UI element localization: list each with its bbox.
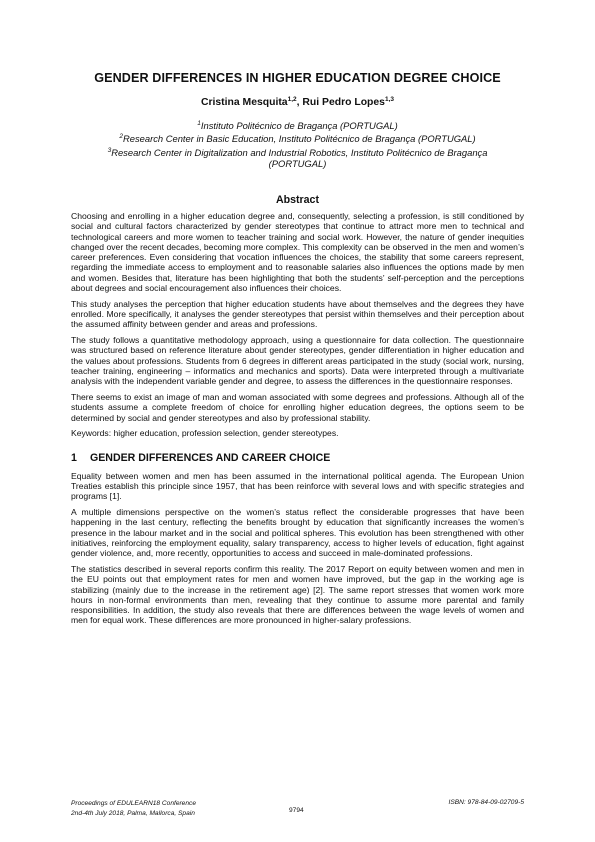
section-heading xyxy=(71,453,524,463)
section-title: GENDER DIFFERENCES AND CAREER CHOICE xyxy=(90,451,331,464)
keywords: Keywords: higher education, profession selection, gender stereotypes. xyxy=(71,428,339,439)
affiliation-text: Instituto Politécnico de Bragança (PORTUGAL) xyxy=(200,120,398,131)
affiliation-text: Research Center in Digitalization and Industrial Robotics, Instituto Politécnico de Bragança xyxy=(111,146,488,158)
affiliation-marker: 3 xyxy=(107,146,112,154)
abstract-paragraph: This study analyses the perception that higher education students have about themselves and the degrees they have enrolled. More specifically, it analyses the gender stereotypes that persist within themselves and their perception about the assumed affinity between gender and areas and professions. xyxy=(71,298,524,330)
footer-dates: 2nd-4th July 2018, Palma, Mallorca, Spain xyxy=(71,809,195,817)
affiliation-text: Research Center in Basic Education, Instituto Politécnico de Bragança (PORTUGAL) xyxy=(123,133,476,145)
footer-proceedings xyxy=(71,799,196,818)
author-name: Cristina Mesquita xyxy=(200,97,288,108)
author-name: Rui Pedro Lopes xyxy=(302,97,385,108)
abstract-paragraph: There seems to exist an image of man and woman associated with some degrees and professions. Although all of the students assume a complete freedom of choice for enrolling higher education degrees, the options seem to be determined by social and gender stereotypes and also by professional stability. xyxy=(71,391,524,423)
page-number: 9794 xyxy=(289,807,304,814)
author-list xyxy=(71,96,524,108)
affiliation-list xyxy=(71,118,524,169)
affiliation-marker: 2 xyxy=(119,133,123,141)
author-affiliation-marker: 1,3 xyxy=(384,96,395,103)
section-paragraph: A multiple dimensions perspective on the women’s status reflect the considerable progresses that have been happening in the last century, reflecting the benefits brought by education that significantly increases the women’s presence in the labour market and in the social and political spheres. This evolution has been strengthened with other initiatives, reinforcing the employment equality, salary transparency, access to higher levels of education, fight against gender violence, and, more recently, opportunities to access and succeed in male-dominated professions. xyxy=(71,507,524,559)
abstract-heading: Abstract xyxy=(276,194,319,206)
abstract-paragraph: Choosing and enrolling in a higher education degree and, consequently, selecting a profession, is still conditioned by social and cultural factors characterized by gender stereotypes that continue to attract more men to technical and technological careers and more women to teacher training and social work. However, the nature of gender inequities changed over the recent decades, becoming more complex. This complexity can be observed in the men and women’s career preferences. Even considering that vocation influences the choices, the stability that some careers represent, regarding the immediate access to employment and to reasonable salaries also influences the options made by men and women. Besides that, literature has been highlighting that both the students’ self-perception and the perceptions about degrees and social encouragement also influences their choices. xyxy=(71,211,524,294)
author-affiliation-marker: 1,2 xyxy=(287,96,297,103)
affiliation-text: (PORTUGAL) xyxy=(268,157,327,169)
affiliation xyxy=(71,145,524,158)
author-separator: , xyxy=(296,97,303,108)
affiliation xyxy=(71,131,524,144)
affiliation xyxy=(71,158,524,169)
abstract-paragraph: The study follows a quantitative methodology approach, using a questionnaire for data collection. The questionnaire was structured based on reference literature about gender stereotypes, gender differentiation in higher education and the values about professions. Students from 6 degrees in different areas participated in the study (social work, nursing, teacher training, engineering – informatics and mechanics and sports). Data were interpreted through a multivariate analysis with the independent variable gender and degree, to assess the differences in the questionnaire responses. xyxy=(71,335,524,387)
section-paragraph: Equality between women and men has been assumed in the international political agenda. The European Union Treaties establish this principle since 1957, that has been reinforce with several lows and with specific strategies and programs [1]. xyxy=(71,470,524,502)
paper-title: GENDER DIFFERENCES IN HIGHER EDUCATION DEGREE CHOICE xyxy=(94,71,501,85)
section-number: 1 xyxy=(71,451,77,464)
footer-conference: Proceedings of EDULEARN18 Conference xyxy=(71,800,196,807)
affiliation xyxy=(71,118,524,131)
affiliation-marker: 1 xyxy=(197,120,201,127)
paper-body xyxy=(71,211,524,631)
section-paragraph: The statistics described in several reports confirm this reality. The 2017 Report on equity between women and men in the EU points out that employment rates for men and women have improved, but the gap in the working age is stabilizing (mainly due to the increase in the retirement age) [2]. The same report stresses that women work more hours in non-formal environments than men, revealing that they continue to assume more parental and family responsibilities. In addition, the study also reveals that there are differences between the wage levels of women and men for equal work. These differences are more pronounced in higher-salary professions. xyxy=(71,563,524,626)
footer-isbn: ISBN: 978-84-09-02709-5 xyxy=(448,799,524,806)
